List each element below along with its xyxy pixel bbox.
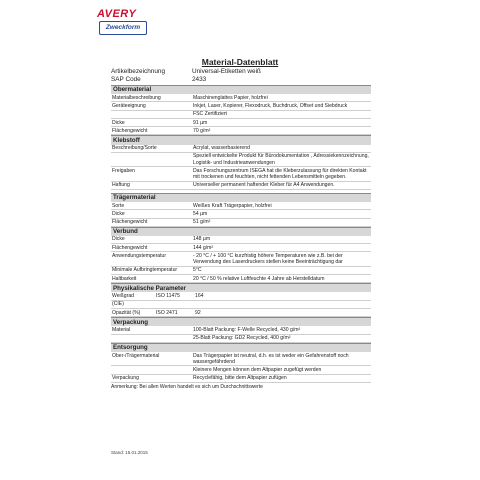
section-table: [111, 145, 371, 190]
table-row: [111, 292, 371, 300]
table-row: [111, 127, 371, 135]
row-value: [194, 300, 371, 308]
table-row: [111, 352, 371, 366]
section-table: [111, 326, 371, 343]
row-label: Flächengewicht: [111, 218, 192, 226]
table-row: [111, 102, 371, 110]
section-table: [111, 202, 371, 227]
section-title: Obermaterial: [111, 85, 371, 94]
header-table: [111, 68, 371, 84]
sap-value: 2433: [192, 76, 207, 83]
row-label: [111, 366, 192, 374]
row-value: Maschinenglattes Papier, holzfrei: [192, 94, 371, 102]
section-title: Physikalische Parameter: [111, 283, 371, 292]
row-label: Haftung: [111, 181, 192, 189]
table-row: [111, 218, 371, 226]
row-value: FSC Zertifiziert: [192, 110, 371, 118]
table-row: [111, 118, 371, 126]
table-row: [111, 244, 371, 252]
row-label: Sorte: [111, 202, 192, 210]
logo-sub: Zweckform: [99, 21, 147, 35]
row-label: Geräteeignung: [111, 102, 192, 110]
section-title: Verpackung: [111, 317, 371, 326]
section-verpackung: [111, 317, 371, 343]
row-value: Weißes Kraft Trägerpapier, holzfrei: [192, 202, 371, 210]
row-label: Minimale Aufbringtemperatur: [111, 266, 192, 274]
table-row: [111, 326, 371, 334]
footnote: Anmerkung: Bei allen Werten handelt es sich um Durchschnittswerte: [111, 383, 263, 390]
datasheet: [111, 68, 371, 390]
table-row: [111, 374, 371, 382]
row-label: Anwendungstemperatur: [111, 252, 192, 266]
row-label: Opazität (%): [111, 309, 155, 317]
row-value: Kleinere Mengen können dem Altpapier zugefügt werden: [192, 366, 371, 374]
table-row: [111, 252, 371, 266]
row-value: Universeller permanent haftender Kleber für A4 Anwendungen.: [192, 181, 371, 189]
table-row: [111, 309, 371, 317]
row-value: Speziell entwickelte Produkt für Bürodokumentation , Adressiekennzeichnung, Logistik- und Industrieanwendungen: [192, 152, 371, 166]
table-row: [111, 202, 371, 210]
row-norm: [155, 300, 194, 308]
row-label: [111, 110, 192, 118]
row-value: 70 g/m²: [192, 127, 371, 135]
row-value: Das Trägerpapier ist neutral, d.h. es ist weder ein Gefahrenstoff noch wassergefährdend: [192, 352, 371, 366]
row-label: Dicke: [111, 118, 192, 126]
table-row: [111, 110, 371, 118]
row-label: Flächengewicht: [111, 127, 192, 135]
row-label: Weißgrad: [111, 292, 155, 300]
row-value: Das Forschungszentrum ISEGA hat die Kleberzulassung für direkten Kontakt mit trockenen und feuchten, nicht fettenden Lebensmitteln gegeben.: [192, 167, 371, 181]
table-row: [111, 210, 371, 218]
row-label: [111, 152, 192, 166]
row-label: Ober-/Trägermaterial: [111, 352, 192, 366]
section-physik: [111, 283, 371, 317]
row-label: Freigaben: [111, 167, 192, 181]
row-value: 164: [194, 292, 371, 300]
table-row: [111, 266, 371, 274]
section-title: Verbund: [111, 227, 371, 236]
row-value: 144 g/m²: [192, 244, 371, 252]
sap-row: [111, 76, 371, 84]
row-value: 25-Blatt Packung: GD2 Recycled, 400 g/m²: [192, 334, 371, 342]
table-row: [111, 94, 371, 102]
table-row: [111, 300, 371, 308]
article-value: Universal-Etiketten weiß: [192, 68, 261, 75]
table-row: [111, 145, 371, 153]
row-label: Materialbeschreibung: [111, 94, 192, 102]
section-klebstoff: [111, 135, 371, 189]
row-value: Acrylat, wasserbasierend: [192, 145, 371, 153]
sap-label: SAP Code: [111, 76, 141, 83]
table-row: [111, 275, 371, 283]
section-traeger: [111, 193, 371, 227]
section-obermaterial: [111, 85, 371, 135]
section-table: [111, 292, 371, 317]
row-value: 92: [194, 309, 371, 317]
table-row: [111, 181, 371, 189]
row-label: Haltbarkeit: [111, 275, 192, 283]
row-label: Dicke: [111, 236, 192, 244]
table-row: [111, 167, 371, 181]
section-title: Klebstoff: [111, 135, 371, 144]
table-row: [111, 366, 371, 374]
row-label: Verpackung: [111, 374, 192, 382]
row-label: Dicke: [111, 210, 192, 218]
page-title: Material-Datenblatt: [201, 57, 279, 67]
table-row: [111, 152, 371, 166]
section-table: [111, 352, 371, 383]
row-value: 5°C: [192, 266, 371, 274]
row-value: 51 g/m²: [192, 218, 371, 226]
section-table: [111, 94, 371, 135]
logo-brand: AVERY: [97, 8, 137, 20]
row-norm: ISO 11475: [155, 292, 194, 300]
section-title: Trägermaterial: [111, 193, 371, 202]
table-row: [111, 334, 371, 342]
row-value: Inkjet, Laser, Kopierer, Flexodruck, Buchdruck, Offset und Siebdruck: [192, 102, 371, 110]
section-table: [111, 236, 371, 284]
row-label: (CIE): [111, 300, 155, 308]
row-label: [111, 334, 192, 342]
section-entsorgung: [111, 343, 371, 383]
row-label: Flächengewicht: [111, 244, 192, 252]
avery-zweckform-logo: [95, 8, 149, 50]
row-value: 100-Blatt Packung: F-Welle Recycled, 430 g/m²: [192, 326, 371, 334]
row-value: 54 µm: [192, 210, 371, 218]
section-title: Entsorgung: [111, 343, 371, 352]
section-verbund: [111, 227, 371, 284]
row-value: 148 µm: [192, 236, 371, 244]
article-label: Artikelbezeichnung: [111, 68, 165, 75]
table-row: [111, 236, 371, 244]
revision-date: Stand: 15.01.2015: [111, 450, 148, 455]
row-value: - 20 °C / + 100 °C kurzfristig höhere Temperaturen wie z.B. bei der Verwendung des Laserdruckers stellen keine Beeinträchtigung dar: [192, 252, 371, 266]
row-value: Recyclefähig, bitte dem Altpapier zufügen: [192, 374, 371, 382]
row-label: Beschreibung/Sorte: [111, 145, 192, 153]
row-label: Material: [111, 326, 192, 334]
row-value: 20 °C / 50 % relative Luftfeuchte 4 Jahre ab Herstelldatum: [192, 275, 371, 283]
row-value: 91 µm: [192, 118, 371, 126]
row-norm: ISO 2471: [155, 309, 194, 317]
article-row: [111, 68, 371, 76]
